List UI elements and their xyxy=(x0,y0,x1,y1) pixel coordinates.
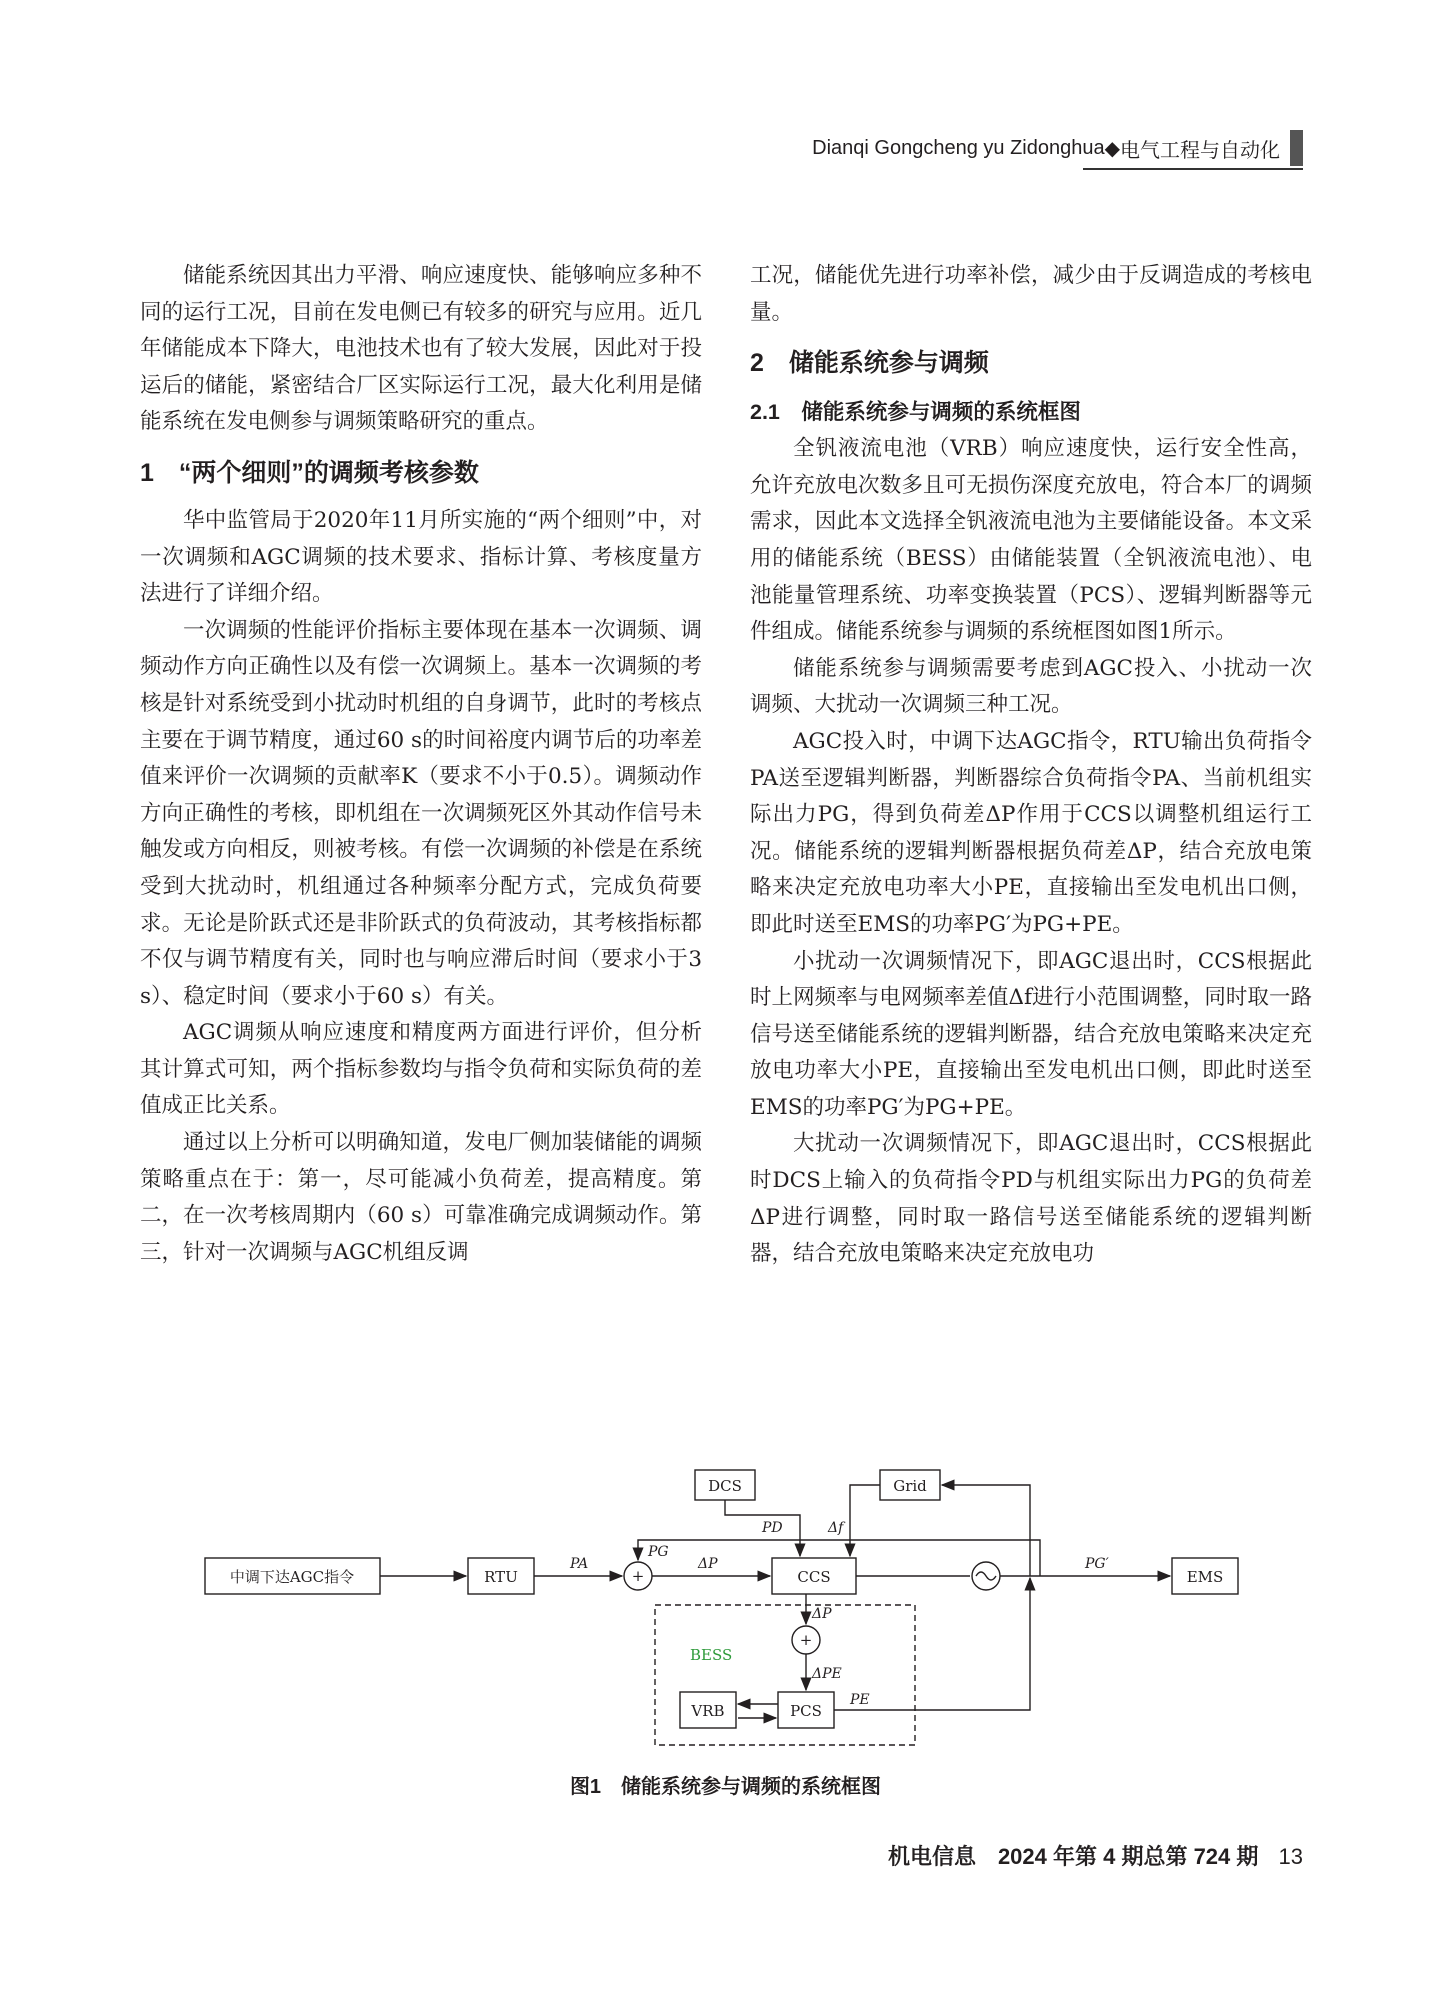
paragraph: AGC调频从响应速度和精度两方面进行评价，但分析其计算式可知，两个指标参数均与指令负荷和实际负荷的差值成正比关系。 xyxy=(140,1020,702,1119)
paragraph: 小扰动一次调频情况下，即AGC退出时，CCS根据此时上网频率与电网频率差值Δf进行小范围调整，同时取一路信号送至储能系统的逻辑判断器，结合充放电策略来决定充放电功率大小PE，直接输出至发电机出口侧，即此时送至EMS的功率PG′为PG+PE。 xyxy=(750,948,1312,1120)
header-rule xyxy=(1083,168,1303,170)
signal-df: Δf xyxy=(828,1520,844,1536)
signal-pd: PD xyxy=(762,1520,783,1536)
right-column xyxy=(750,258,1312,1273)
signal-pe: PE xyxy=(850,1692,870,1708)
sum-symbol-1: + xyxy=(631,1567,645,1585)
ccs-label: CCS xyxy=(797,1568,831,1586)
page-footer xyxy=(888,1840,1303,1871)
signal-pa: PA xyxy=(570,1556,589,1572)
section-heading: 2 储能系统参与调频 xyxy=(750,349,989,378)
bess-label: BESS xyxy=(690,1646,733,1664)
paragraph: 华中监管局于2020年11月所实施的“两个细则”中，对一次调频和AGC调频的技术要求、指标计算、考核度量方法进行了详细介绍。 xyxy=(140,507,702,607)
pcs-label: PCS xyxy=(790,1702,822,1720)
signal-pg: PG xyxy=(648,1544,669,1560)
dcs-label: DCS xyxy=(708,1477,742,1495)
sum-symbol-2: + xyxy=(799,1631,813,1649)
ems-label: EMS xyxy=(1186,1568,1224,1586)
signal-dp-ccs: ΔP xyxy=(698,1556,718,1572)
paragraph: 通过以上分析可以明确知道，发电厂侧加装储能的调频策略重点在于：第一，尽可能减小负荷差，提高精度。第二，在一次考核周期内（60 s）可靠准确完成调频动作。第三，针对一次调频与AGC机组反调 xyxy=(140,1130,702,1265)
page-number: 13 xyxy=(1278,1844,1303,1869)
paragraph: 工况，储能优先进行功率补偿，减少由于反调造成的考核电量。 xyxy=(750,263,1312,325)
journal-pinyin: Dianqi Gongcheng yu Zidonghua xyxy=(812,136,1105,159)
grid-label: Grid xyxy=(893,1477,927,1495)
header-bar xyxy=(1290,130,1303,166)
system-block-diagram xyxy=(150,1460,1250,1760)
journal-title-cn: 电气工程与自动化 xyxy=(1120,139,1280,162)
figure-caption: 图1 储能系统参与调频的系统框图 xyxy=(569,1776,882,1798)
issue-info: 机电信息 2024 年第 4 期总第 724 期 xyxy=(887,1844,1259,1869)
paragraph: 储能系统参与调频需要考虑到AGC投入、小扰动一次调频、大扰动一次调频三种工况。 xyxy=(750,655,1312,718)
vrb-label: VRB xyxy=(691,1702,725,1720)
rtu-label: RTU xyxy=(484,1568,518,1586)
subsection-heading: 2.1 储能系统参与调频的系统框图 xyxy=(750,400,1081,425)
running-header xyxy=(812,130,1303,166)
signal-dpe: ΔPE xyxy=(812,1666,842,1682)
paragraph: 一次调频的性能评价指标主要体现在基本一次调频、调频动作方向正确性以及有偿一次调频上。基本一次调频的考核是针对系统受到小扰动时机组的自身调节，此时的考核点主要在于调节精度，通过60 s的时间裕度内调节后的功率差值来评价一次调频的贡献率K（要求不小于0.5）。调频动作方向正确性的考核，即机组在一次调频死区外其动作信号未触发或方向相反，则被考核。有偿一次调频的补偿是在系统受到大扰动时，机组通过各种频率分配方式，完成负荷要求。无论是阶跃式还是非阶跃式的负荷波动，其考核指标都不仅与调节精度有关，同时也与响应滞后时间（要求小于3 s）、稳定时间（要求小于60 s）有关。 xyxy=(140,617,702,1009)
paragraph: 储能系统因其出力平滑、响应速度快、能够响应多种不同的运行工况，目前在发电侧已有较多的研究与应用。近几年储能成本下降大，电池技术也有了较大发展，因此对于投运后的储能，紧密结合厂区实际运行工况，最大化利用是储能系统在发电侧参与调频策略研究的重点。 xyxy=(140,263,702,435)
left-column xyxy=(140,258,702,1271)
header-diamond: ◆ xyxy=(1104,137,1120,160)
paragraph: 全钒液流电池（VRB）响应速度快，运行安全性高，允许充放电次数多且可无损伤深度充放电，符合本厂的调频需求，因此本文选择全钒液流电池为主要储能设备。本文采用的储能系统（BESS）由储能装置（全钒液流电池）、电池能量管理系统、功率变换装置（PCS）、逻辑判断器等元件组成。储能系统参与调频的系统框图如图1所示。 xyxy=(750,436,1312,645)
paragraph: AGC投入时，中调下达AGC指令，RTU输出负荷指令PA送至逻辑判断器，判断器综合负荷指令PA、当前机组实际出力PG，得到负荷差ΔP作用于CCS以调整机组运行工况。储能系统的逻辑判断器根据负荷差ΔP，结合充放电策略来决定充放电功率大小PE，直接输出至发电机出口侧，即此时送至EMS的功率PG′为PG+PE。 xyxy=(750,728,1312,937)
paragraph: 大扰动一次调频情况下，即AGC退出时，CCS根据此时DCS上输入的负荷指令PD与机组实际出力PG的负荷差ΔP进行调整，同时取一路信号送至储能系统的逻辑判断器，结合充放电策略来决定充放电功 xyxy=(750,1131,1312,1267)
signal-dp-bess: ΔP xyxy=(812,1606,832,1622)
section-heading: 1 “两个细则”的调频考核参数 xyxy=(140,458,479,487)
agc-command-label: 中调下达AGC指令 xyxy=(229,1568,355,1586)
signal-pg-prime: PG′ xyxy=(1085,1556,1109,1572)
